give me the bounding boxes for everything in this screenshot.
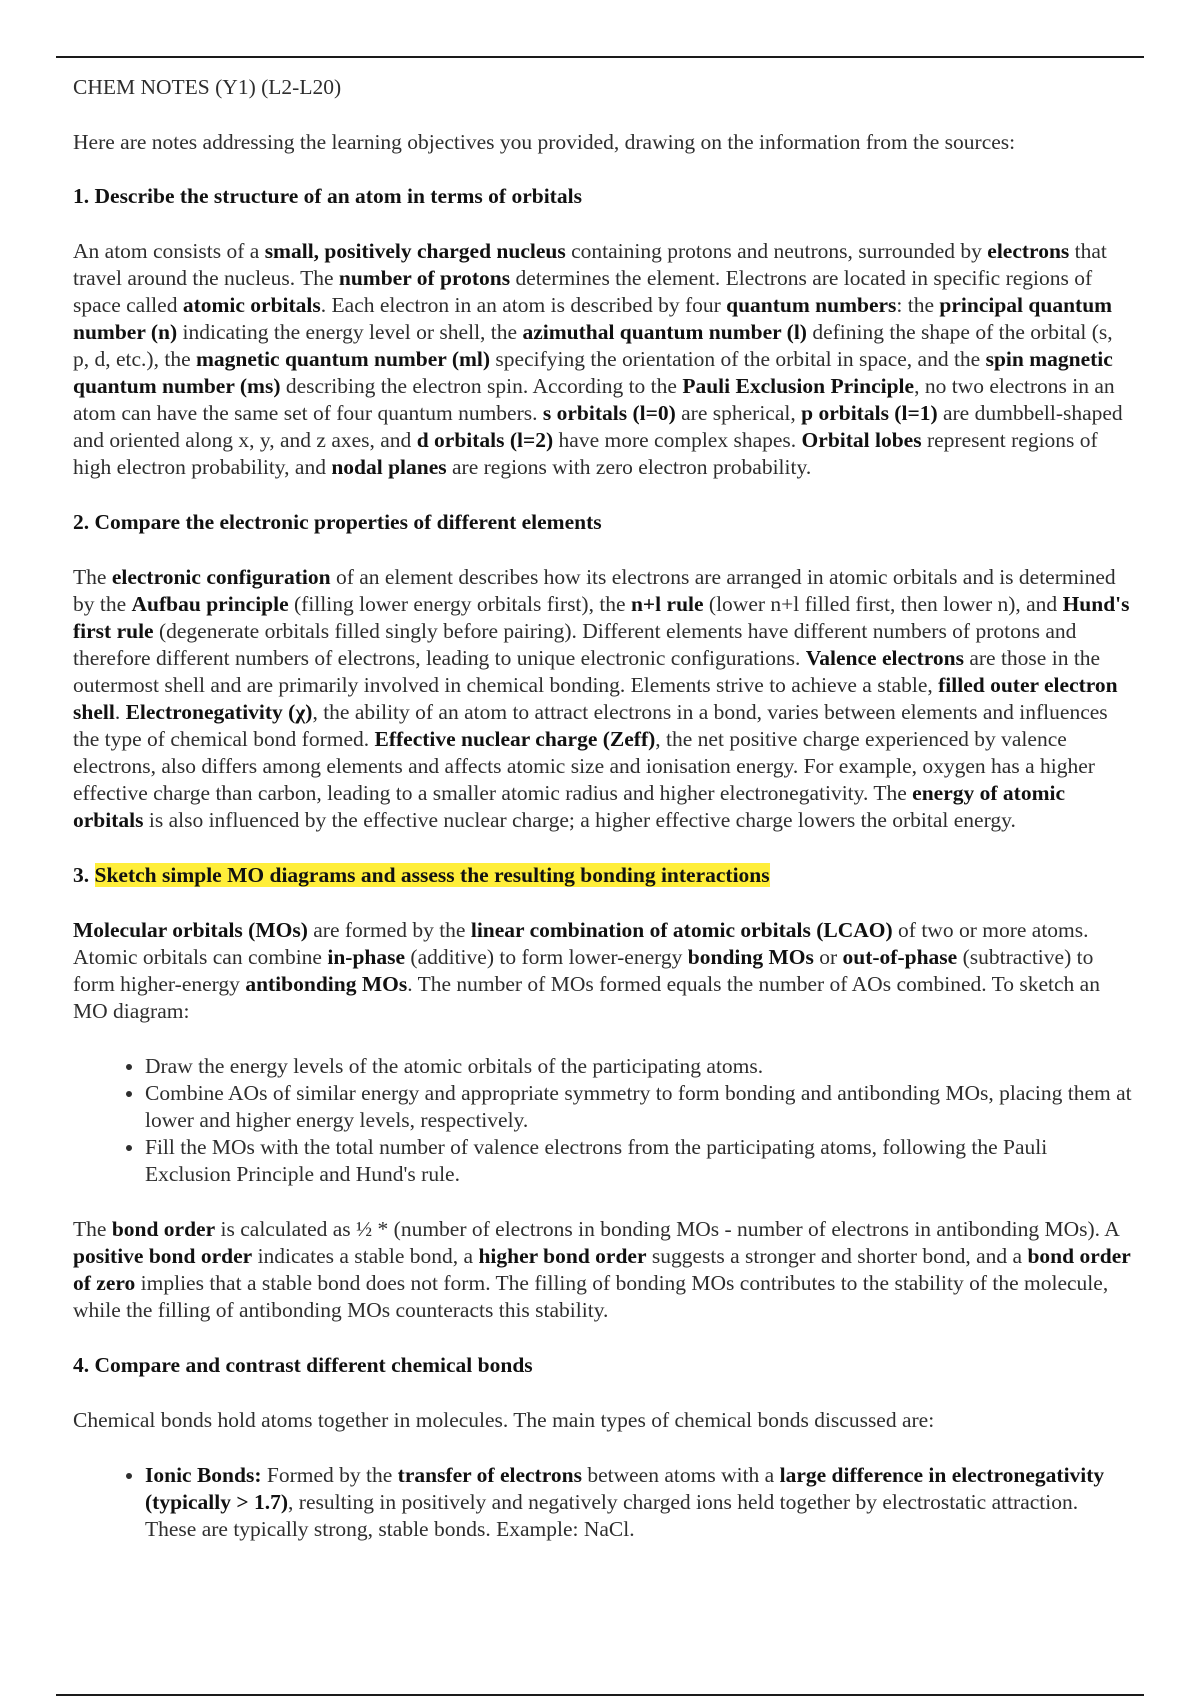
bond-order-paragraph: The bond order is calculated as ½ * (number of electrons in bonding MOs - number of electrons in antibonding MOs). A positive bond order indicates a stable bond, a higher bond order suggests a stronger and shorter bond, and a bond order of zero implies that a stable bond does not form. The filling of bonding MOs contributes to the stability of the molecule, while the filling of antibonding MOs counteracts this stability.: [73, 1217, 1131, 1322]
intro-text: Here are notes addressing the learning objectives you provided, drawing on the information from the sources:: [73, 130, 1016, 154]
bold-term: electrons: [987, 239, 1070, 263]
bold-term: large difference in electronegativity (typically > 1.7): [145, 1463, 1105, 1514]
list-item: • Combine AOs of similar energy and appropriate symmetry to form bonding and antibonding MOs, placing them at lower and higher energy levels, respectively.: [145, 1080, 1133, 1134]
bold-term: quantum numbers: [726, 293, 897, 317]
top-rule: [56, 56, 1144, 58]
section-3-paragraph: Molecular orbitals (MOs) are formed by the linear combination of atomic orbitals (LCAO) of two or more atoms. Atomic orbitals can combine in-phase (additive) to form lower-energy bonding MOs or out-of-phase (subtractive) to form higher-energy antibonding MOs. The number of MOs formed equals the number of AOs combined. To sketch an MO diagram:: [73, 918, 1100, 1023]
bold-term: small, positively charged nucleus: [264, 239, 566, 263]
section-1-heading: 1. Describe the structure of an atom in terms of orbitals: [73, 184, 582, 208]
bold-term: principal quantum number (n): [73, 293, 1113, 344]
section-2-heading: 2. Compare the electronic properties of different elements: [73, 510, 602, 534]
bold-term: positive bond order: [73, 1244, 253, 1268]
bold-term: Hund's first rule: [73, 592, 1130, 643]
section-3-highlighted-title: Sketch simple MO diagrams and assess the resulting bonding interactions: [94, 863, 770, 887]
bold-term: d orbitals (l=2): [416, 428, 554, 452]
bold-term: magnetic quantum number (ml): [196, 347, 491, 371]
section-4-paragraph: Chemical bonds hold atoms together in molecules. The main types of chemical bonds discussed are:: [73, 1408, 935, 1432]
bold-term: Pauli Exclusion Principle: [682, 374, 915, 398]
bold-term: bonding MOs: [687, 945, 814, 969]
bold-term: p orbitals (l=1): [801, 401, 938, 425]
bold-term: atomic orbitals: [182, 293, 321, 317]
bold-term: number of protons: [338, 266, 511, 290]
section-4-heading: 4. Compare and contrast different chemical bonds: [73, 1353, 533, 1377]
bold-term: antibonding MOs: [245, 972, 408, 996]
document-title: CHEM NOTES (Y1) (L2-L20): [73, 75, 342, 99]
bold-term: Aufbau principle: [131, 592, 289, 616]
section-3-heading: [73, 862, 1133, 889]
bold-term: azimuthal quantum number (l): [522, 320, 807, 344]
document-page: [73, 70, 1133, 1571]
bold-term: s orbitals (l=0): [542, 401, 676, 425]
bold-term: bond order of zero: [73, 1244, 1131, 1295]
bold-term: linear combination of atomic orbitals (LCAO): [470, 918, 893, 942]
list-item: • Fill the MOs with the total number of valence electrons from the participating atoms, following the Pauli Exclusion Principle and Hund's rule.: [145, 1134, 1133, 1188]
section-2-paragraph: The electronic configuration of an element describes how its electrons are arranged in atomic orbitals and is determined by the Aufbau principle (filling lower energy orbitals first), the n+l rule (lower n+l filled first, then lower n), and Hund's first rule (degenerate orbitals filled singly before pairing). Different elements have different numbers of protons and therefore different numbers of electrons, leading to unique electronic configurations. Valence electrons are those in the outermost shell and are primarily involved in chemical bonding. Elements strive to achieve a stable, filled outer electron shell. Electronegativity (χ), the ability of an atom to attract electrons in a bond, varies between elements and influences the type of chemical bond formed. Effective nuclear charge (Zeff), the net positive charge experienced by valence electrons, also differs among elements and affects atomic size and ionisation energy. For example, oxygen has a higher effective charge than carbon, leading to a smaller atomic radius and higher electronegativity. The energy of atomic orbitals is also influenced by the effective nuclear charge; a higher effective charge lowers the orbital energy.: [73, 565, 1130, 832]
bold-term: Electronegativity (χ): [125, 700, 313, 724]
bold-term: energy of atomic orbitals: [73, 781, 1066, 832]
list-item: • Draw the energy levels of the atomic orbitals of the participating atoms.: [145, 1053, 1133, 1080]
bold-term: out-of-phase: [842, 945, 958, 969]
bold-term: Effective nuclear charge (Zeff): [374, 727, 656, 751]
bold-term: in-phase: [327, 945, 406, 969]
bold-term: spin magnetic quantum number (ms): [73, 347, 1113, 398]
bold-term: higher bond order: [478, 1244, 647, 1268]
bold-term: bond order: [111, 1217, 216, 1241]
bold-term: transfer of electrons: [397, 1463, 582, 1487]
bold-term: electronic configuration: [111, 565, 331, 589]
section-1-paragraph: An atom consists of a small, positively charged nucleus containing protons and neutrons, surrounded by electrons that travel around the nucleus. The number of protons determines the element. Electrons are located in specific regions of space called atomic orbitals. Each electron in an atom is described by four quantum numbers: the principal quantum number (n) indicating the energy level or shell, the azimuthal quantum number (l) defining the shape of the orbital (s, p, d, etc.), the magnetic quantum number (ml) specifying the orientation of the orbital in space, and the spin magnetic quantum number (ms) describing the electron spin. According to the Pauli Exclusion Principle, no two electrons in an atom can have the same set of four quantum numbers. s orbitals (l=0) are spherical, p orbitals (l=1) are dumbbell-shaped and oriented along x, y, and z axes, and d orbitals (l=2) have more complex shapes. Orbital lobes represent regions of high electron probability, and nodal planes are regions with zero electron probability.: [73, 239, 1123, 479]
mo-steps-list: [73, 1053, 1133, 1188]
bold-term: filled outer electron shell: [73, 673, 1118, 724]
bold-term: Valence electrons: [805, 646, 964, 670]
bold-term: nodal planes: [331, 455, 447, 479]
section-3-number: 3.: [73, 863, 95, 887]
bottom-rule: [56, 1694, 1144, 1696]
bold-term: n+l rule: [630, 592, 704, 616]
bold-term: Orbital lobes: [801, 428, 922, 452]
bold-term: Molecular orbitals (MOs): [73, 918, 308, 942]
bold-term: Ionic Bonds:: [145, 1463, 262, 1487]
list-item-ionic-bonds: • Ionic Bonds: Formed by the transfer of electrons between atoms with a large difference in electronegativity (typically > 1.7), resulting in positively and negatively charged ions held together by electrostatic attraction. These are typically strong, stable bonds. Example: NaCl.: [145, 1462, 1133, 1543]
bond-types-list: [73, 1462, 1133, 1543]
